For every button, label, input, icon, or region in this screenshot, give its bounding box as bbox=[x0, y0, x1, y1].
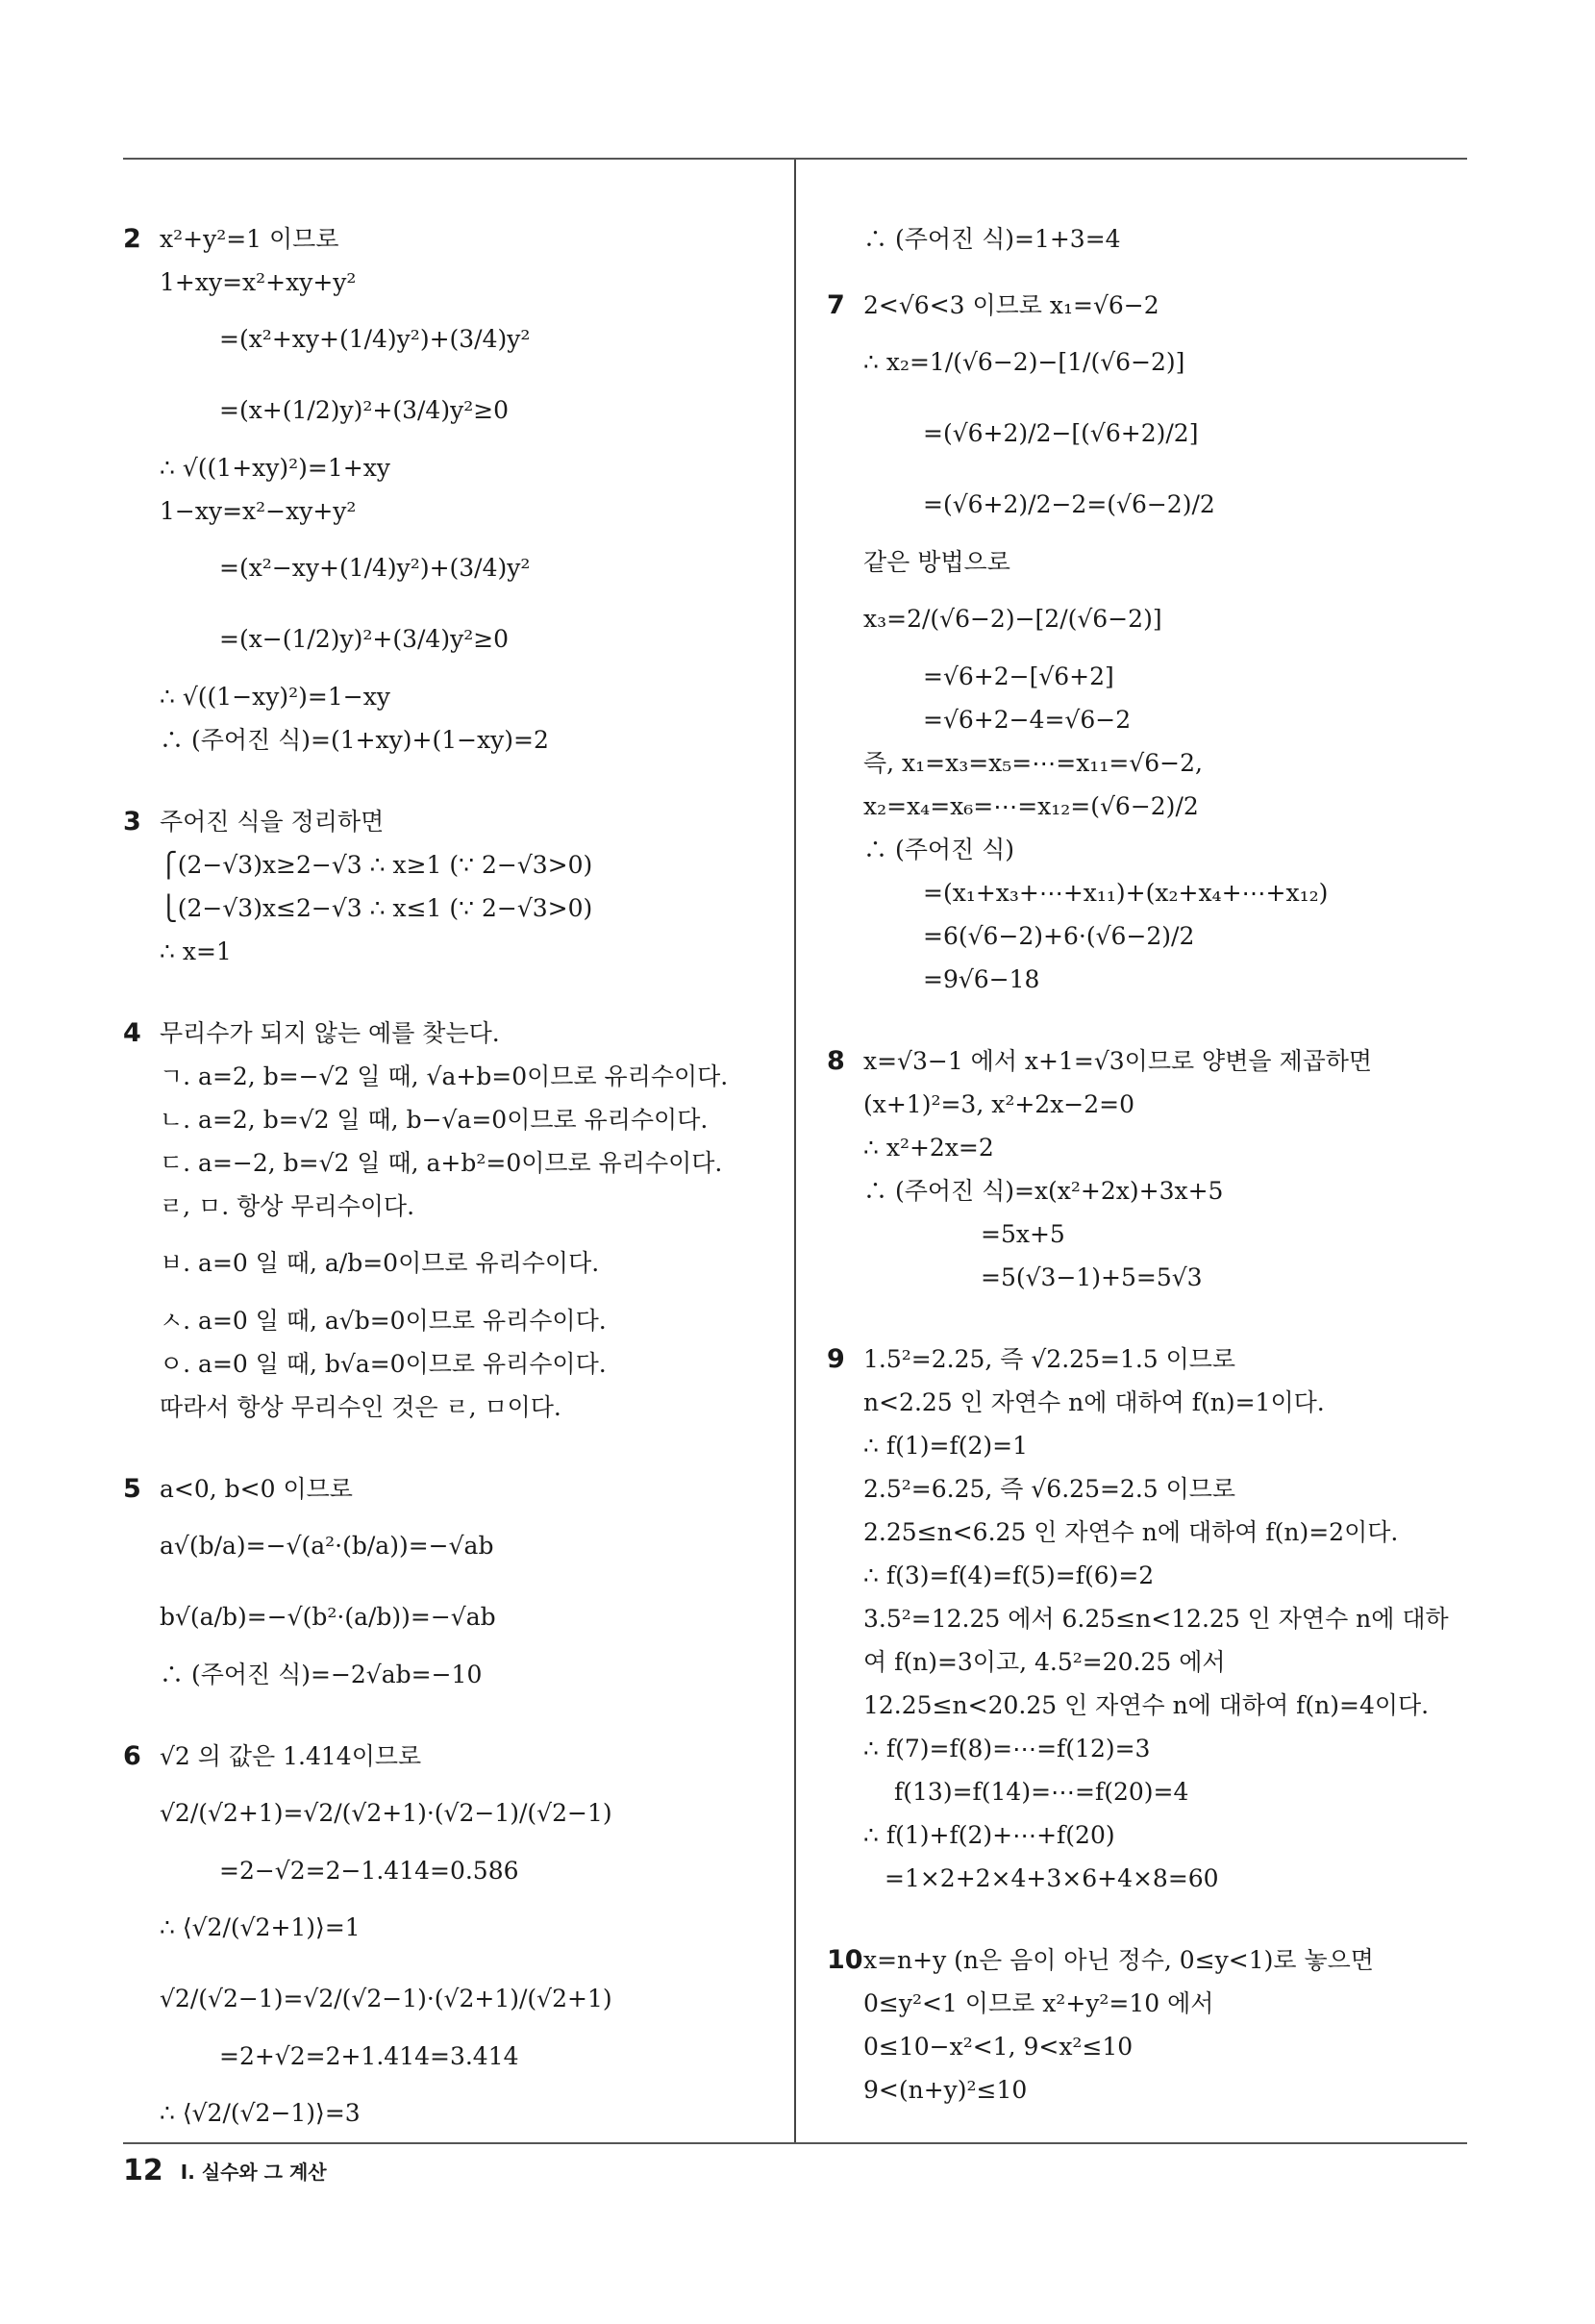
solution-line: =(x+(1/2)y)²+(3/4)y²≥0 bbox=[219, 396, 510, 424]
problem-2 bbox=[123, 217, 777, 762]
solution-line: =(√6+2)/2−[(√6+2)/2] bbox=[923, 419, 1199, 447]
solution-line: ㄱ. a=2, b=−√2 일 때, √a+b=0이므로 유리수이다. bbox=[160, 1062, 729, 1090]
solution-line: =1×2+2×4+3×6+4×8=60 bbox=[885, 1864, 1219, 1892]
solution-line: x²+y²=1 이므로 bbox=[160, 225, 339, 253]
problem-5 bbox=[123, 1467, 777, 1696]
solution-line: ∴ (주어진 식)=x(x²+2x)+3x+5 bbox=[863, 1177, 1224, 1205]
solution-line: 1+xy=x²+xy+y² bbox=[160, 268, 357, 296]
solution-line: 즉, x₁=x₃=x₅=⋯=x₁₁=√6−2, bbox=[863, 749, 1203, 777]
problem-7 bbox=[827, 284, 1471, 1001]
solution-line: 1−xy=x²−xy+y² bbox=[160, 497, 357, 525]
solution-line: ∴ x₂=1/(√6−2)−[1/(√6−2)] bbox=[863, 348, 1185, 376]
solution-line: ∴ √((1−xy)²)=1−xy bbox=[160, 683, 390, 711]
solution-line: ㅂ. a=0 일 때, a/b=0이므로 유리수이다. bbox=[160, 1249, 600, 1277]
problem-6 bbox=[123, 1735, 777, 2149]
solution-line: 0≤y²<1 이므로 x²+y²=10 에서 bbox=[863, 1989, 1214, 2017]
solution-line: 2.25≤n<6.25 인 자연수 n에 대하여 f(n)=2이다. bbox=[863, 1518, 1399, 1546]
solution-line: 무리수가 되지 않는 예를 찾는다. bbox=[160, 1019, 500, 1047]
solution-line: a<0, b<0 이므로 bbox=[160, 1475, 353, 1503]
solution-line: ∴ (주어진 식)=1+3=4 bbox=[863, 225, 1121, 253]
column-divider bbox=[794, 160, 796, 2142]
solution-line: ∴ (주어진 식)=−2√ab=−10 bbox=[160, 1661, 483, 1688]
solution-line: a√(b/a)=−√(a²·(b/a))=−√ab bbox=[160, 1532, 494, 1560]
problem-8 bbox=[827, 1039, 1471, 1299]
solution-line: 12.25≤n<20.25 인 자연수 n에 대하여 f(n)=4이다. bbox=[863, 1691, 1430, 1719]
solution-line: ∴ (주어진 식)=(1+xy)+(1−xy)=2 bbox=[160, 726, 549, 754]
solution-line: ∴ f(7)=f(8)=⋯=f(12)=3 bbox=[863, 1735, 1151, 1762]
solution-line: =(√6+2)/2−2=(√6−2)/2 bbox=[923, 490, 1215, 518]
problem-3 bbox=[123, 800, 777, 973]
solution-line: ∴ f(1)=f(2)=1 bbox=[863, 1432, 1028, 1460]
problem-number: 3 bbox=[123, 807, 141, 837]
solution-line: x₂=x₄=x₆=⋯=x₁₂=(√6−2)/2 bbox=[863, 792, 1199, 820]
solution-line: =√6+2−[√6+2] bbox=[923, 662, 1114, 690]
chapter-title: Ⅰ. 실수와 그 계산 bbox=[180, 2161, 327, 2184]
solution-line: 따라서 항상 무리수인 것은 ㄹ, ㅁ이다. bbox=[160, 1393, 561, 1421]
problem-number: 7 bbox=[827, 290, 845, 320]
problem-10 bbox=[827, 1938, 1471, 2112]
solution-line: =(x−(1/2)y)²+(3/4)y²≥0 bbox=[219, 625, 510, 653]
page-number: 12 bbox=[123, 2154, 163, 2187]
solution-line: 1.5²=2.25, 즉 √2.25=1.5 이므로 bbox=[863, 1345, 1236, 1373]
solution-line: ∴ ⟨√2/(√2−1)⟩=3 bbox=[160, 2099, 361, 2127]
problem-number: 9 bbox=[827, 1344, 845, 1374]
solution-line: f(13)=f(14)=⋯=f(20)=4 bbox=[894, 1778, 1189, 1806]
solution-line: 0≤10−x²<1, 9<x²≤10 bbox=[863, 2033, 1134, 2061]
problem-number: 10 bbox=[827, 1945, 863, 1975]
solution-line: ⎩(2−√3)x≤2−√3 ∴ x≤1 (∵ 2−√3>0) bbox=[160, 894, 593, 922]
right-column bbox=[827, 217, 1471, 2112]
left-column bbox=[123, 217, 777, 2187]
solution-line: n<2.25 인 자연수 n에 대하여 f(n)=1이다. bbox=[863, 1388, 1325, 1416]
solution-line: 주어진 식을 정리하면 bbox=[160, 808, 385, 836]
solution-line: ∴ f(3)=f(4)=f(5)=f(6)=2 bbox=[863, 1562, 1155, 1589]
solution-line: ⎧(2−√3)x≥2−√3 ∴ x≥1 (∵ 2−√3>0) bbox=[160, 851, 593, 879]
solution-line: ㄷ. a=−2, b=√2 일 때, a+b²=0이므로 유리수이다. bbox=[160, 1149, 723, 1177]
solution-line: ∴ x²+2x=2 bbox=[863, 1134, 994, 1162]
solution-line: =9√6−18 bbox=[923, 965, 1040, 993]
problem-9 bbox=[827, 1337, 1471, 1900]
solution-line: ∴ (주어진 식) bbox=[863, 836, 1015, 863]
solution-line: =6(√6−2)+6·(√6−2)/2 bbox=[923, 922, 1195, 950]
solution-line: x=n+y (n은 음이 아닌 정수, 0≤y<1)로 놓으면 bbox=[863, 1946, 1374, 1974]
solution-line: 2.5²=6.25, 즉 √6.25=2.5 이므로 bbox=[863, 1475, 1236, 1503]
page-footer bbox=[123, 2154, 327, 2187]
solution-line: 같은 방법으로 bbox=[863, 548, 1010, 576]
problem-4 bbox=[123, 1012, 777, 1429]
solution-line: 9<(n+y)²≤10 bbox=[863, 2076, 1028, 2104]
problem-number: 4 bbox=[123, 1018, 141, 1048]
solution-line: =2−√2=2−1.414=0.586 bbox=[219, 1857, 519, 1885]
solution-line: (x+1)²=3, x²+2x−2=0 bbox=[863, 1090, 1135, 1118]
solution-line: =(x₁+x₃+⋯+x₁₁)+(x₂+x₄+⋯+x₁₂) bbox=[923, 879, 1329, 907]
solution-line: √2 의 값은 1.414이므로 bbox=[160, 1742, 422, 1770]
solution-line: ㅇ. a=0 일 때, b√a=0이므로 유리수이다. bbox=[160, 1350, 607, 1378]
solution-line: ∴ x=1 bbox=[160, 937, 232, 965]
problem-number: 2 bbox=[123, 224, 141, 254]
problem-number: 5 bbox=[123, 1474, 141, 1504]
solution-line: ㅅ. a=0 일 때, a√b=0이므로 유리수이다. bbox=[160, 1307, 607, 1335]
solution-line: x=√3−1 에서 x+1=√3이므로 양변을 제곱하면 bbox=[863, 1047, 1373, 1075]
solution-line: ㄴ. a=2, b=√2 일 때, b−√a=0이므로 유리수이다. bbox=[160, 1106, 709, 1134]
problem-number: 6 bbox=[123, 1741, 141, 1771]
solution-line: √2/(√2+1)=√2/(√2+1)·(√2−1)/(√2−1) bbox=[160, 1799, 612, 1827]
solution-line: 여 f(n)=3이고, 4.5²=20.25 에서 bbox=[863, 1648, 1226, 1676]
solution-line: =√6+2−4=√6−2 bbox=[923, 706, 1132, 734]
problem-number: 8 bbox=[827, 1046, 845, 1076]
solution-line: 2<√6<3 이므로 x₁=√6−2 bbox=[863, 291, 1159, 319]
solution-line: =(x²−xy+(1/4)y²)+(3/4)y² bbox=[219, 554, 531, 582]
solution-line: b√(a/b)=−√(b²·(a/b))=−√ab bbox=[160, 1603, 496, 1631]
solution-line: ∴ √((1+xy)²)=1+xy bbox=[160, 454, 390, 482]
solution-line: =2+√2=2+1.414=3.414 bbox=[219, 2042, 519, 2070]
solution-line: =(x²+xy+(1/4)y²)+(3/4)y² bbox=[219, 325, 531, 353]
solution-line: ㄹ, ㅁ. 항상 무리수이다. bbox=[160, 1192, 415, 1220]
solution-line: ∴ f(1)+f(2)+⋯+f(20) bbox=[863, 1821, 1115, 1849]
solution-line: =5x+5 bbox=[981, 1220, 1065, 1248]
solution-line: 3.5²=12.25 에서 6.25≤n<12.25 인 자연수 n에 대하 bbox=[863, 1605, 1449, 1633]
solution-line: ∴ ⟨√2/(√2+1)⟩=1 bbox=[160, 1913, 361, 1941]
solution-line: √2/(√2−1)=√2/(√2−1)·(√2+1)/(√2+1) bbox=[160, 1985, 612, 2012]
problem-6-continued bbox=[827, 217, 1471, 261]
solution-line: =5(√3−1)+5=5√3 bbox=[981, 1263, 1203, 1291]
solution-line: x₃=2/(√6−2)−[2/(√6−2)] bbox=[863, 605, 1162, 633]
